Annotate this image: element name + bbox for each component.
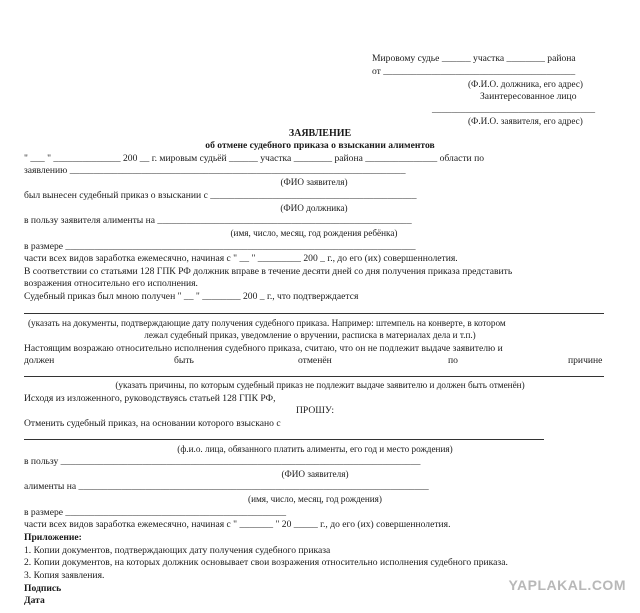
document-subtitle: об отмене судебного приказа о взыскании алиментов <box>205 140 435 151</box>
body-line-cancel-order: Отменить судебный приказ, на основании которого взыскано с <box>24 418 281 429</box>
body-line-order: был вынесен судебный приказ о взыскании с ___________________________________________ <box>24 190 417 201</box>
date-label: Дата <box>24 595 45 606</box>
appendix-heading: Приложение: <box>24 532 82 543</box>
body-line-earnings: части всех видов заработка ежемесячно, начиная с " __ " _________ 200 _ г., до его (их) совершеннолетия. <box>24 253 458 264</box>
body-line-received: Судебный приказ был мною получен " __ " ________ 200 _ г., что подтверждается <box>24 291 359 302</box>
body-line-earnings-2: части всех видов заработка ежемесячно, начиная с " _______ " 20 _____ г., до его (их) совершеннолетия. <box>24 519 451 530</box>
body-line-in-favor: в пользу ___________________________________________________________________________ <box>24 456 421 467</box>
signature-label: Подпись <box>24 583 62 594</box>
body-line-amount-2: в размере ______________________________________________ <box>24 507 287 518</box>
body-line-hereby: Настоящим возражаю относительно исполнения судебного приказа, считаю, что он не подлежит выдаче заявителю и <box>24 343 503 354</box>
blank-line <box>24 313 604 314</box>
body-line-objection: возражения относительно его исполнения. <box>24 278 198 289</box>
body-word-for: по <box>448 355 458 366</box>
appendix-item-3: 3. Копия заявления. <box>24 570 105 581</box>
body-word-be: быть <box>174 355 194 366</box>
caption-documents: (указать на документы, подтверждающие дату получения судебного приказа. Например: штемпель на конверте, в котором <box>28 318 506 328</box>
body-word-cancelled: отменён <box>298 355 332 366</box>
body-line-date: " ___ " ______________ 200 __ г. мировым судьёй ______ участка ________ района _______________ области по <box>24 153 485 164</box>
header-from-line: от ________________________________________ <box>372 66 576 77</box>
caption-recipient-info: (имя, число, месяц, год рождения) <box>248 494 382 504</box>
body-line-request: ПРОШУ: <box>295 405 335 416</box>
body-line-alimony: в пользу заявителя алименты на _____________________________________________________ <box>24 215 412 226</box>
header-applicant-caption: (Ф.И.О. заявителя, его адрес) <box>468 116 583 126</box>
caption-reasons: (указать причины, по которым судебный приказ не подлежит выдаче заявителю и должен быть отменён) <box>115 380 525 390</box>
caption-debtor-name: (ФИО должника) <box>280 203 348 213</box>
body-line-application: заявлению ______________________________________________________________________ <box>24 165 406 176</box>
caption-payer: (ф.и.о. лица, обязанного платить алименты, его год и место рождения) <box>177 444 453 454</box>
header-court-line: Мировому судье ______ участка ________ района <box>372 53 576 64</box>
body-word-must: должен <box>24 355 55 366</box>
caption-child-info: (имя, число, месяц, год рождения ребёнка) <box>230 228 398 238</box>
header-applicant-line: __________________________________ <box>432 104 596 115</box>
blank-line <box>24 376 604 377</box>
watermark: YAPLAKAL.COM <box>508 577 626 593</box>
document-title: ЗАЯВЛЕНИЕ <box>288 128 352 139</box>
header-interested-party: Заинтересованное лицо <box>480 91 577 102</box>
blank-line <box>24 439 544 440</box>
caption-documents-cont: лежал судебный приказ, уведомление о вручении, расписка в материалах дела и т.п.) <box>144 330 476 340</box>
body-line-alimony-2: алименты на _________________________________________________________________________ <box>24 481 429 492</box>
body-line-law: В соответствии со статьями 128 ГПК РФ должник вправе в течение десяти дней со дня получения приказа представить <box>24 266 513 277</box>
caption-applicant-name-2: (ФИО заявителя) <box>281 469 349 479</box>
body-line-amount: в размере _________________________________________________________________________ <box>24 241 416 252</box>
body-word-reason: причине <box>568 355 603 366</box>
appendix-item-1: 1. Копии документов, подтверждающих дату получения судебного приказа <box>24 545 331 556</box>
caption-applicant-name: (ФИО заявителя) <box>280 177 348 187</box>
appendix-item-2: 2. Копии документов, на которых должник основывает свои возражения относительно исполнения судебного приказа. <box>24 557 508 568</box>
header-debtor-caption: (Ф.И.О. должника, его адрес) <box>468 79 583 89</box>
body-line-based-on: Исходя из изложенного, руководствуясь статьей 128 ГПК РФ, <box>24 393 276 404</box>
